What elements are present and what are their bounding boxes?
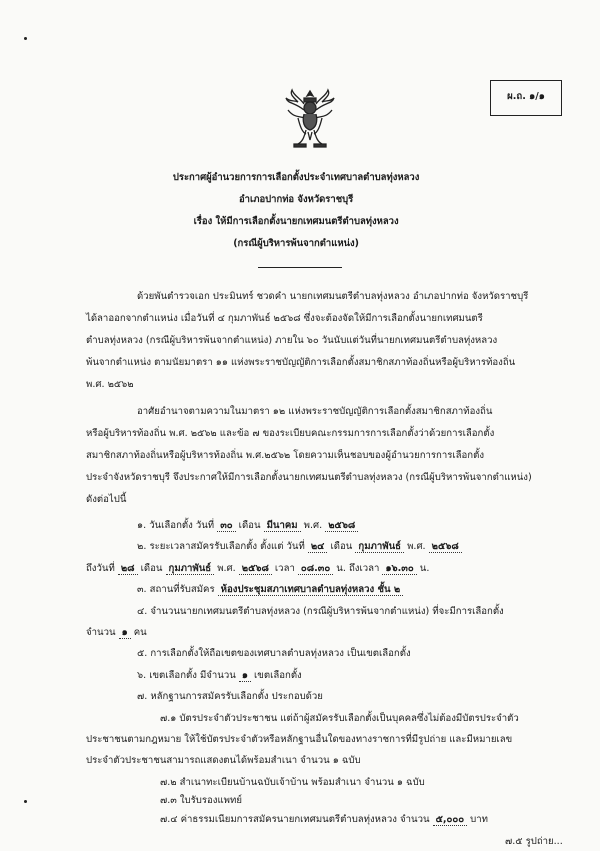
apply-time-from: ๐๘.๓๐ [298, 563, 333, 575]
continue-marker: ๗.๕ รูปถ่าย... [505, 836, 563, 847]
para2-line: ประจำจังหวัดราชบุรี จึงประกาศให้มีการเลือกตั้งนายกเทศมนตรีตำบลทุ่งหลวง (กรณีผู้บริหารพ้นจากตำแหน่ง) [86, 472, 532, 483]
item-4: ๔. จำนวนนายกเทศมนตรีตำบลทุ่งหลวง (กรณีผู้บริหารพ้นจากตำแหน่ง) ที่จะมีการเลือกตั้ง [137, 605, 504, 617]
apply-day-from: ๒๔ [308, 541, 328, 553]
item-7-2: ๗.๒ สำเนาทะเบียนบ้านฉบับเจ้าบ้าน พร้อมสำเนา จำนวน ๑ ฉบับ [160, 776, 425, 788]
apply-month-to: กุมภาพันธ์ [166, 563, 215, 575]
apply-time-to: ๑๖.๓๐ [382, 563, 416, 575]
item-7-1-line: ๗.๑ บัตรประจำตัวประชาชน แต่ถ้าผู้สมัครรับเลือกตั้งเป็นบุคคลซึ่งไม่ต้องมีบัตรประจำตัว [160, 712, 519, 724]
para1-line: พ้นจากตำแหน่ง ตามนัยมาตรา ๑๑ แห่งพระราชบัญญัติการเลือกตั้งสมาชิกสภาท้องถิ่นหรือผู้บริหารท้องถิ่น [86, 357, 516, 368]
item-3: ๓. สถานที่รับสมัคร ห้องประชุมสภาเทศบาลตำบลทุ่งหลวง ชั้น ๒ [137, 584, 403, 596]
para1-line: ด้วยพันตำรวจเอก ประมินทร์ ชวดคำ นายกเทศมนตรีตำบลทุ่งหลวง อำเภอปากท่อ จังหวัดราชบุรี [137, 291, 529, 302]
district-count: ๑ [239, 670, 251, 682]
item-4-cont: จำนวน ๑ คน [86, 627, 147, 638]
header-divider [258, 267, 342, 268]
item-7-3: ๗.๓ ใบรับรองแพทย์ [160, 795, 242, 807]
apply-day-to: ๒๘ [118, 563, 138, 575]
para2-line: สมาชิกสภาท้องถิ่นหรือผู้บริหารท้องถิ่น พ.ศ.๒๕๖๒ โดยความเห็นชอบของผู้อำนวยการการเลือกตั้ง [86, 450, 485, 461]
item-6: ๖. เขตเลือกตั้ง มีจำนวน ๑ เขตเลือกตั้ง [137, 669, 302, 681]
item-5: ๕. การเลือกตั้งให้ถือเขตของเทศบาลตำบลทุ่งหลวง เป็นเขตเลือกตั้ง [137, 648, 411, 660]
item-1: ๑. วันเลือกตั้ง วันที่ ๓๐ เดือน มีนาคม พ.ศ. ๒๕๖๘ [137, 520, 358, 532]
header-line-1: ประกาศผู้อำนวยการการเลือกตั้งประจำเทศบาลตำบลทุ่งหลวง [172, 172, 420, 183]
item-2-cont: ถึงวันที่ ๒๘ เดือน กุมภาพันธ์ พ.ศ. ๒๕๖๘ เวลา ๐๘.๓๐ น. ถึงเวลา ๑๖.๓๐ น. [86, 562, 430, 574]
para1-line: ตำบลทุ่งหลวง (กรณีผู้บริหารพ้นจากตำแหน่ง) ภายใน ๖๐ วันนับแต่วันที่นายกเทศมนตรีตำบลทุ่งหลวง [86, 335, 498, 346]
item-7: ๗. หลักฐานการสมัครรับเลือกตั้ง ประกอบด้วย [137, 691, 323, 703]
election-month: มีนาคม [264, 520, 301, 532]
hole-punch-mark [24, 37, 27, 40]
para1-line: ได้ลาออกจากตำแหน่ง เมื่อวันที่ ๔ กุมภาพันธ์ ๒๕๖๘ ซึ่งจะต้องจัดให้มีการเลือกตั้งนายกเทศมนตรี [86, 313, 483, 324]
apply-month-from: กุมภาพันธ์ [355, 541, 404, 553]
apply-year-from: ๒๕๖๘ [429, 541, 462, 553]
para2-line: หรือผู้บริหารท้องถิ่น พ.ศ. ๒๕๖๒ และข้อ ๗ ของระเบียบคณะกรรมการการเลือกตั้งว่าด้วยการเลือกตั้ง [86, 428, 495, 439]
para2-line: อาศัยอำนาจตามความในมาตรา ๑๒ แห่งพระราชบัญญัติการเลือกตั้งสมาชิกสภาท้องถิ่น [137, 406, 493, 417]
fee-amount: ๕,๐๐๐ [433, 814, 467, 826]
garuda-emblem [284, 88, 336, 150]
header-line-3: เรื่อง ให้มีการเลือกตั้งนายกเทศมนตรีตำบลทุ่งหลวง [193, 216, 399, 227]
election-day: ๓๐ [217, 520, 235, 532]
hole-punch-mark [24, 800, 27, 803]
item-7-1-line: ประชาชนตามกฎหมาย ให้ใช้บัตรประจำตัวหรือหลักฐานอื่นใดของทางราชการที่มีรูปถ่าย และมีหมายเลข [86, 733, 513, 745]
para1-line: พ.ศ. ๒๕๖๒ [86, 379, 134, 390]
apply-place: ห้องประชุมสภาเทศบาลตำบลทุ่งหลวง ชั้น ๒ [218, 584, 404, 596]
election-year: ๒๕๖๘ [325, 520, 358, 532]
form-code: ผ.ถ. ๑/๑ [507, 91, 545, 102]
item-7-4: ๗.๔ ค่าธรรมเนียมการสมัครนายกเทศมนตรีตำบลทุ่งหลวง จำนวน ๕,๐๐๐ บาท [160, 813, 488, 825]
item-2: ๒. ระยะเวลาสมัครรับเลือกตั้ง ตั้งแต่ วันที่ ๒๔ เดือน กุมภาพันธ์ พ.ศ. ๒๕๖๘ [137, 541, 462, 553]
item-7-1-line: ประจำตัวประชาชนสามารถแสดงตนได้พร้อมสำเนา จำนวน ๑ ฉบับ [86, 755, 361, 767]
para2-line: ดังต่อไปนี้ [86, 494, 127, 505]
header-line-2: อำเภอปากท่อ จังหวัดราชบุรี [238, 194, 354, 205]
apply-year-to: ๒๕๖๘ [239, 563, 272, 575]
header-line-4: (กรณีผู้บริหารพ้นจากตำแหน่ง) [233, 238, 359, 249]
mayor-count: ๑ [119, 627, 131, 639]
